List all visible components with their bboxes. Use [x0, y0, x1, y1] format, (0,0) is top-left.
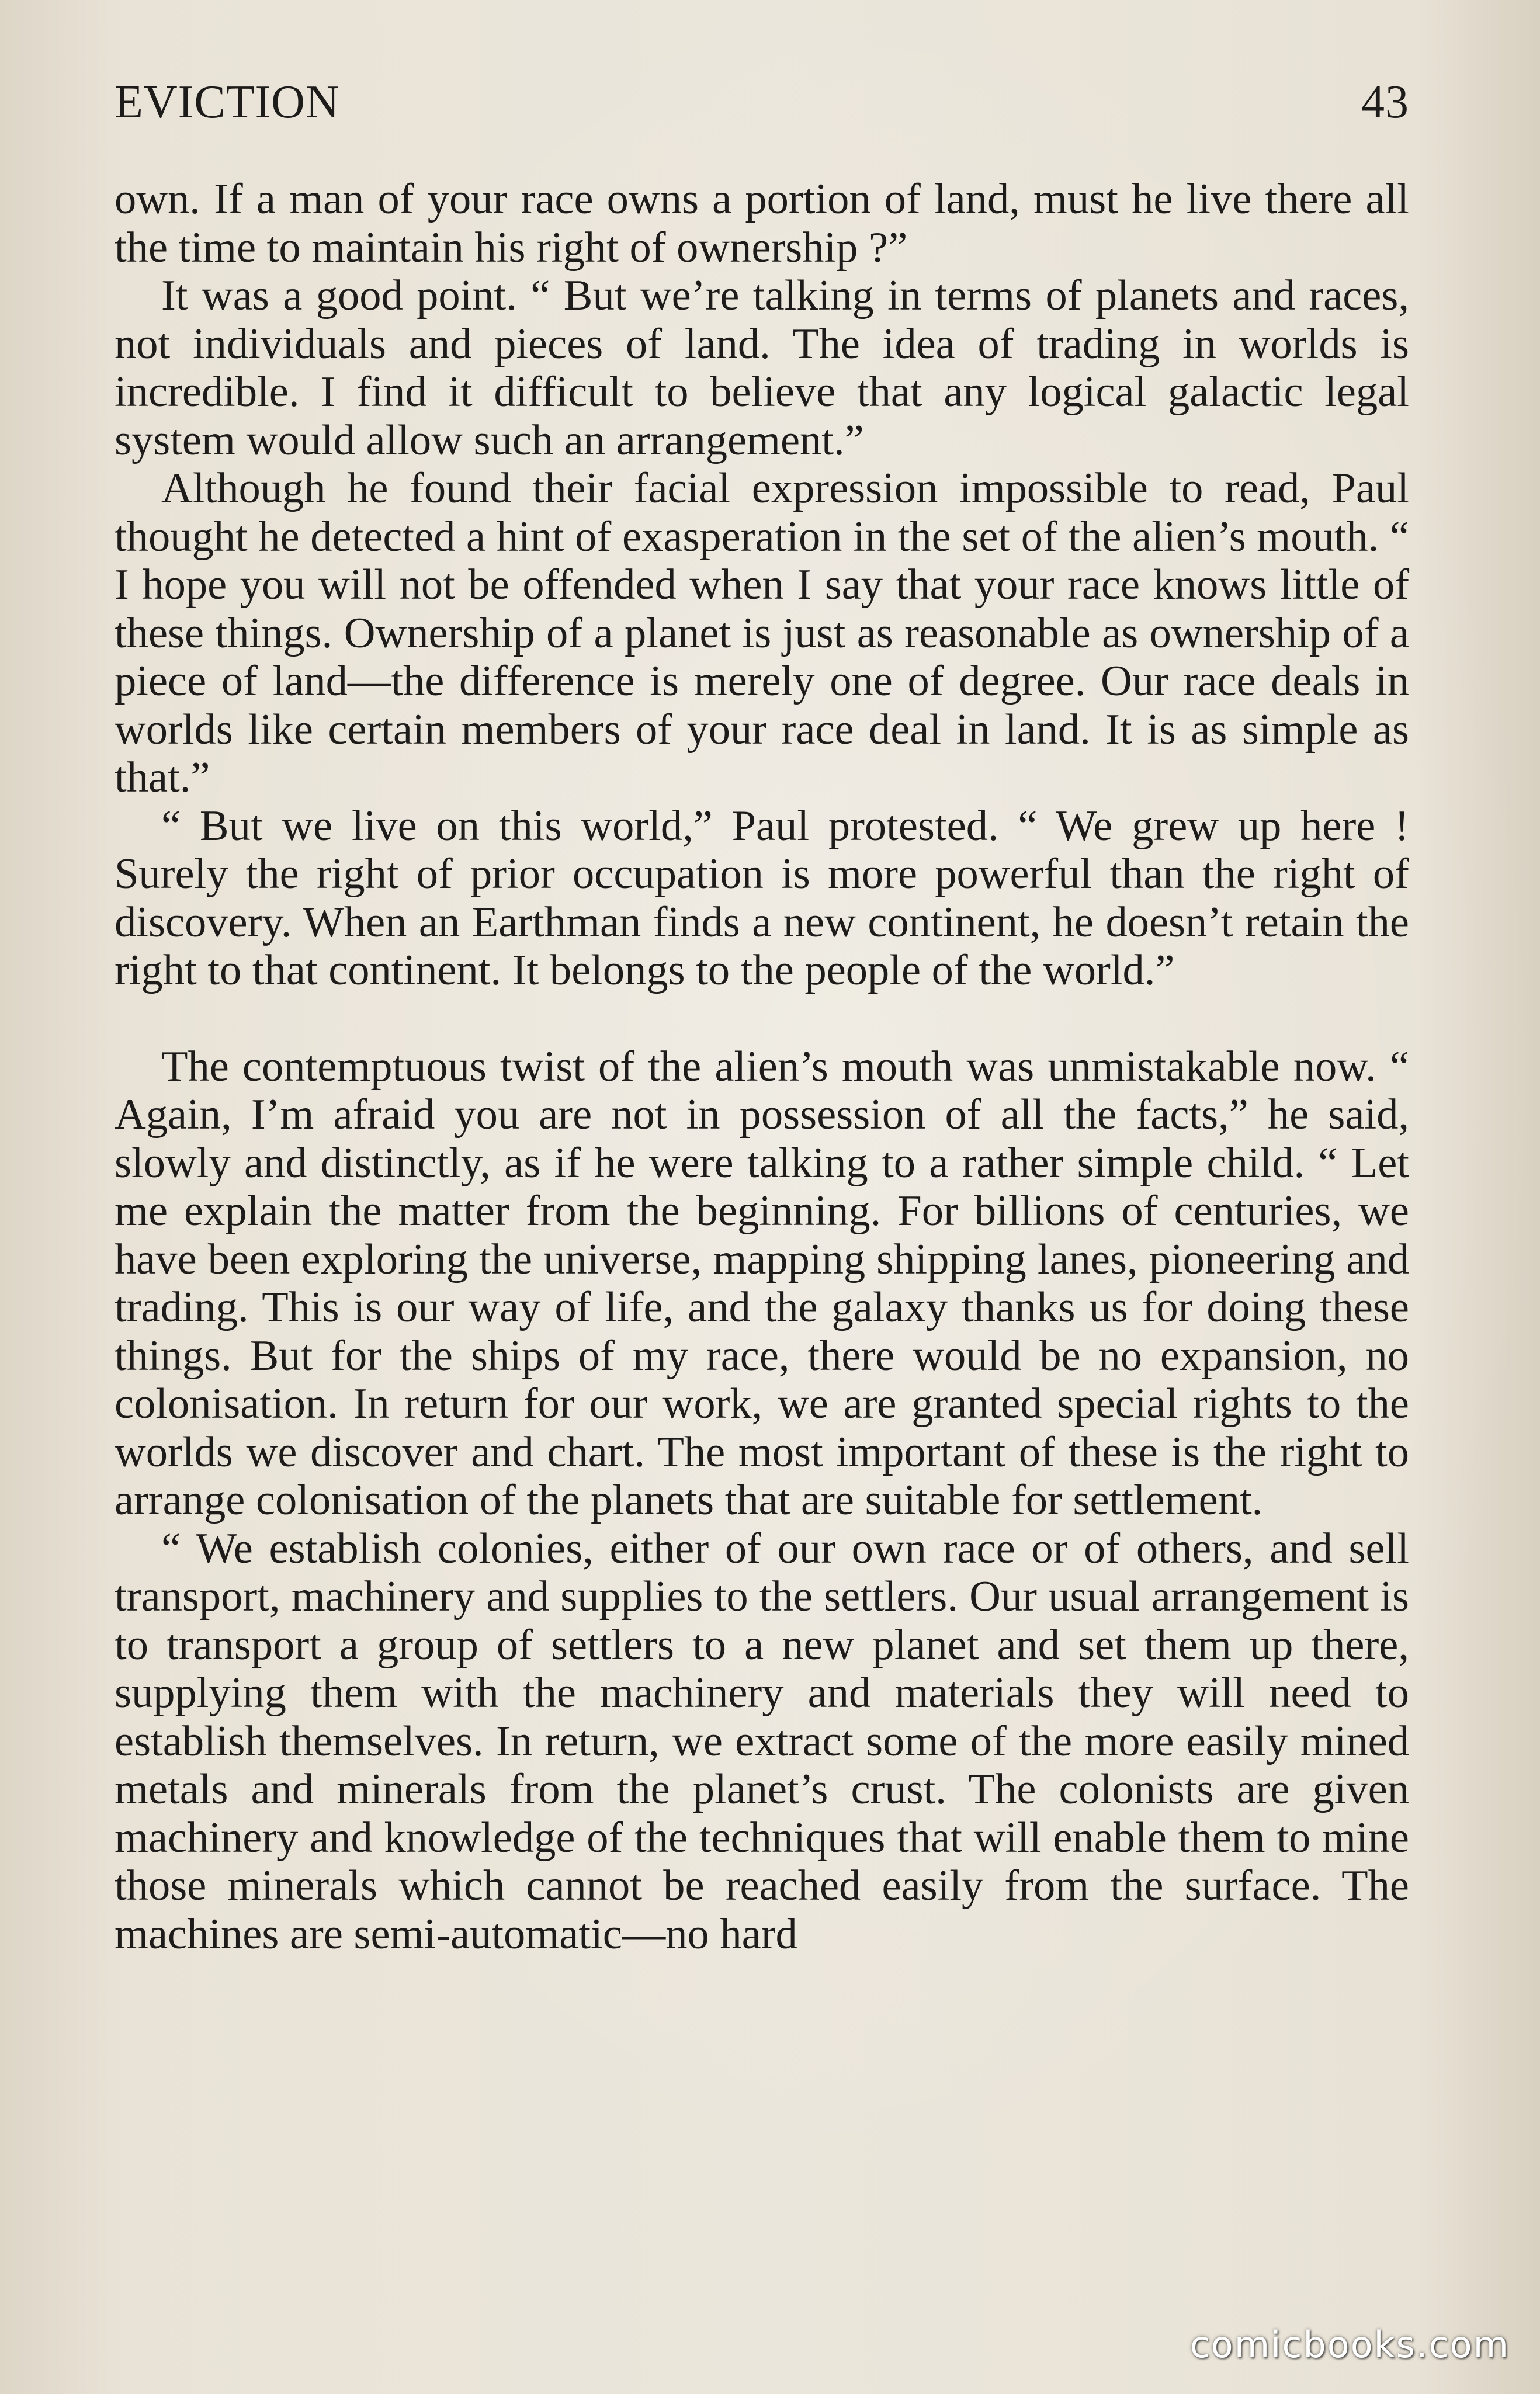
paragraph-1: own. If a man of your race owns a portion of land, must he live there all the time to maintain his right of ownership ?”	[115, 175, 1409, 272]
paragraph-2: It was a good point. “ But we’re talking in terms of planets and races, not individuals and pieces of land. The idea of trading in worlds is incredible. I find it difficult to believe that any logical galactic legal system would allow such an arrangement.”	[115, 272, 1409, 464]
body-text	[115, 175, 1409, 1958]
page-number: 43	[1361, 77, 1409, 128]
paragraph-3: Although he found their facial expression impossible to read, Paul thought he detected a hint of exasperation in the set of the alien’s mouth. “ I hope you will not be offended when I say that your race knows little of these things. Ownership of a planet is just as reasonable as ownership of a piece of land—the difference is merely one of degree. Our race deals in worlds like certain members of your race deal in land. It is as simple as that.”	[115, 464, 1409, 802]
running-head: EVICTION	[115, 77, 340, 128]
page-header	[115, 76, 1409, 140]
paragraph-5: The contemptuous twist of the alien’s mouth was unmistakable now. “ Again, I’m afraid you are not in possession of all the facts,” he said, slowly and distinctly, as if he were talking to a rather simple child. “ Let me explain the matter from the beginning. For billions of centuries, we have been exploring the universe, mapping shipping lanes, pioneering and trading. This is our way of life, and the galaxy thanks us for doing these things. But for the ships of my race, there would be no expansion, no colonisation. In return for our work, we are granted special rights to the worlds we discover and chart. The most important of these is the right to arrange colonisation of the planets that are suitable for settlement.	[115, 1042, 1409, 1524]
watermark-logo: comicbooks.com	[1189, 2323, 1510, 2366]
paragraph-4: “ But we live on this world,” Paul protested. “ We grew up here ! Surely the right of prior occupation is more powerful than the right of discovery. When an Earthman finds a new continent, he doesn’t retain the right to that continent. It belongs to the people of the world.”	[115, 802, 1409, 994]
paragraph-6: “ We establish colonies, either of our own race or of others, and sell transport, machinery and supplies to the settlers. Our usual arrangement is to transport a group of settlers to a new planet and set them up there, supplying them with the machinery and materials they will need to establish themselves. In return, we extract some of the more easily mined metals and minerals from the planet’s crust. The colonists are given machinery and knowledge of the techniques that will enable them to mine those minerals which cannot be reached easily from the surface. The machines are semi-automatic—no hard	[115, 1524, 1409, 1958]
